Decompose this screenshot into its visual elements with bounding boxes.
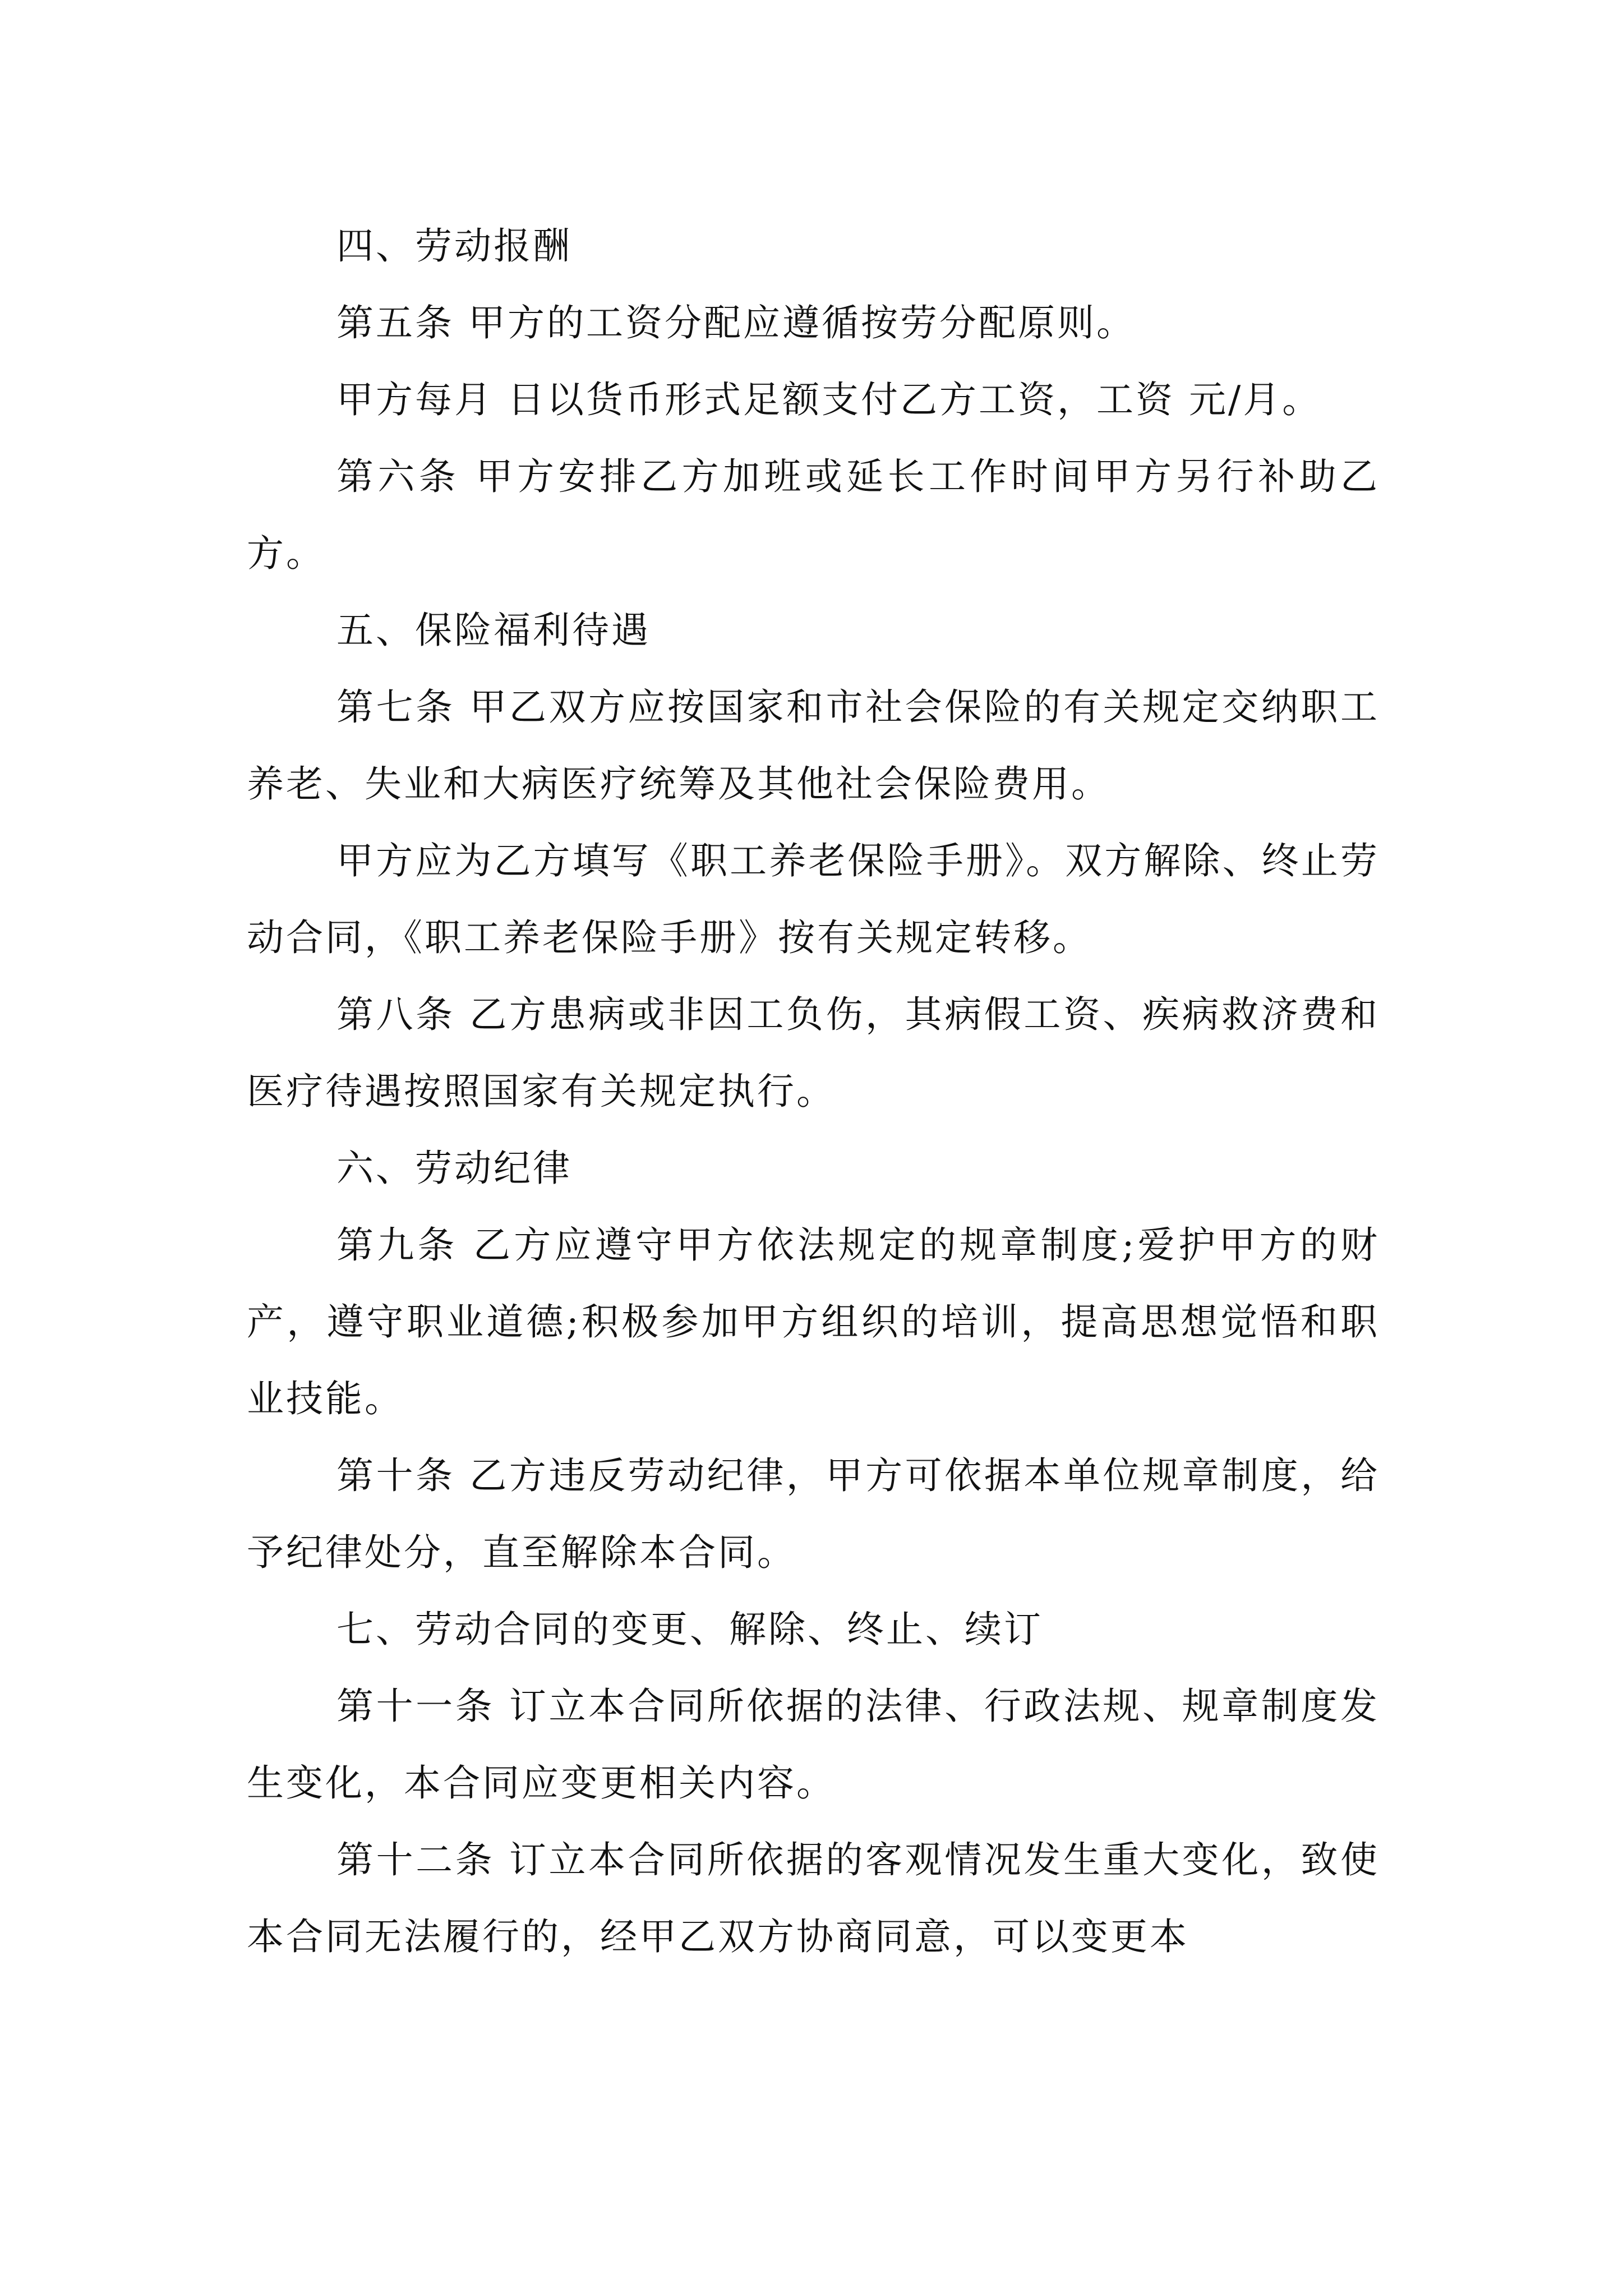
article-9: 第九条 乙方应遵守甲方依法规定的规章制度;爱护甲方的财产，遵守职业道德;积极参加甲方组织的培训，提高思想觉悟和职业技能。 — [247, 1223, 1380, 1420]
article-10: 第十条 乙方违反劳动纪律，甲方可依据本单位规章制度，给予纪律处分，直至解除本合同。 — [247, 1454, 1380, 1574]
section-heading-contract-changes: 七、劳动合同的变更、解除、终止、续订 — [336, 1608, 1043, 1651]
article-6: 第六条 甲方安排乙方加班或延长工作时间甲方另行补助乙方。 — [247, 455, 1380, 575]
article-8: 第八条 乙方患病或非因工负伤，其病假工资、疾病救济费和医疗待遇按照国家有关规定执行。 — [247, 993, 1380, 1113]
article-5: 第五条 甲方的工资分配应遵循按劳分配原则。 — [336, 301, 1136, 344]
article-5-payment: 甲方每月 日以货币形式足额支付乙方工资，工资 元/月。 — [336, 378, 1322, 421]
article-7: 第七条 甲乙双方应按国家和市社会保险的有关规定交纳职工养老、失业和大病医疗统筹及其他社会保险费用。 — [247, 685, 1380, 806]
article-12: 第十二条 订立本合同所依据的客观情况发生重大变化，致使本合同无法履行的，经甲乙双方协商同意，可以变更本 — [247, 1838, 1380, 1958]
article-11: 第十一条 订立本合同所依据的法律、行政法规、规章制度发生变化，本合同应变更相关内容。 — [247, 1685, 1380, 1805]
section-heading-labor-pay: 四、劳动报酬 — [336, 224, 572, 268]
article-7-pension-handbook: 甲方应为乙方填写《职工养老保险手册》。双方解除、终止劳动合同，《职工养老保险手册》按有关规定转移。 — [247, 839, 1380, 959]
section-heading-labor-discipline: 六、劳动纪律 — [336, 1147, 572, 1190]
document-body — [247, 208, 1380, 1975]
section-heading-insurance-welfare: 五、保险福利待遇 — [336, 609, 651, 652]
